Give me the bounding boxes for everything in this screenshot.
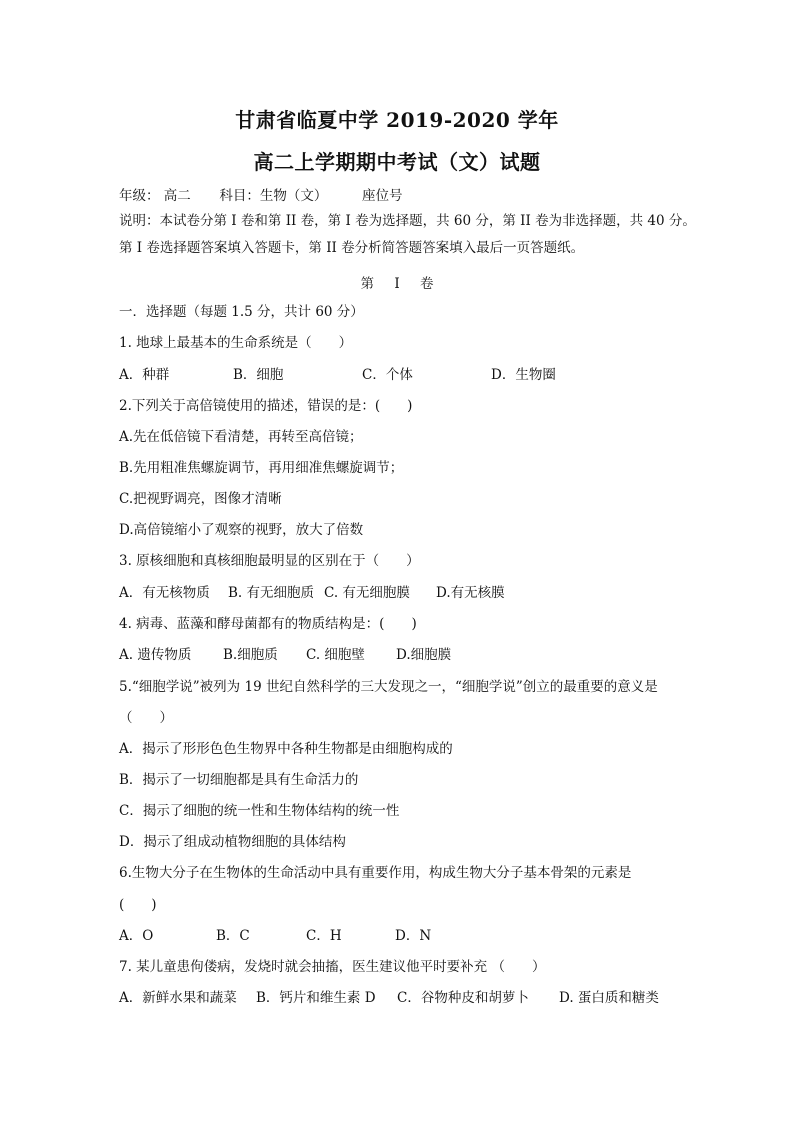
q5-option-d: D．揭示了组成动植物细胞的具体结构 [119,834,346,850]
exam-title-line1: 甘肃省临夏中学 2019-2020 学年 [235,108,559,132]
q3-option-a: A．有无核物质 [119,585,210,601]
q7-option-c: C．谷物种皮和胡萝卜 [397,990,529,1006]
q4-option-b: B.细胞质 [223,647,278,663]
volume-heading [0,272,794,292]
question-1-stem: 1. 地球上最基本的生命系统是（ ） [119,335,353,351]
instructions-line1: 说明：本试卷分第 I 卷和第 II 卷，第 I 卷为选择题，共 60 分，第 II 卷为非选择题，共 40 分。 [119,213,696,229]
question-4-stem: 4. 病毒、蓝藻和酵母菌都有的物质结构是：( ) [119,616,417,632]
q2-option-c: C.把视野调亮，图像才清晰 [119,491,282,507]
q5-option-a: A．揭示了形形色色生物界中各种生物都是由细胞构成的 [119,741,453,757]
q3-option-d: D.有无核膜 [436,585,505,601]
question-5-stem-tail: （ ） [119,710,173,726]
question-3-stem: 3. 原核细胞和真核细胞最明显的区别在于（ ） [119,553,420,569]
q6-option-c: C．H [306,928,342,944]
exam-title-line2: 高二上学期期中考试（文）试题 [253,150,541,174]
q5-option-b: B．揭示了一切细胞都是具有生命活力的 [119,772,359,788]
q3-option-b: B. 有无细胞质 [228,585,315,601]
q4-option-d: D.细胞膜 [396,647,452,663]
q1-option-c: C．个体 [362,367,413,383]
question-7-options [119,989,659,1007]
q3-option-c: C. 有无细胞膜 [324,585,410,601]
q7-option-b: B．钙片和维生素 D [256,990,376,1006]
question-3-options [119,584,505,602]
question-7-stem: 7. 某儿童患佝偻病，发烧时就会抽搐，医生建议他平时要补充 （ ） [119,959,546,975]
q1-option-d: D．生物圈 [491,367,556,383]
q5-option-c: C．揭示了细胞的统一性和生物体结构的统一性 [119,803,400,819]
q6-option-b: B．C [216,928,250,944]
q4-option-a: A. 遗传物质 [119,647,192,663]
q6-option-d: D．N [395,928,432,944]
q2-option-a: A.先在低倍镜下看清楚，再转至高倍镜； [119,429,363,445]
instructions-line2: 第 I 卷选择题答案填入答题卡，第 II 卷分析简答题答案填入最后一页答题纸。 [119,240,585,256]
q2-option-d: D.高倍镜缩小了观察的视野，放大了倍数 [119,522,364,538]
volume-char-2: I [394,276,400,292]
question-6-stem: 6.生物大分子在生物体的生命活动中具有重要作用，构成生物大分子基本骨架的元素是 [119,865,632,881]
volume-char-1: 第 [360,276,375,292]
q1-option-a: A．种群 [119,367,170,383]
seat-label: 座位号 [361,188,403,204]
volume-char-3: 卷 [419,276,434,292]
q6-option-a: A．O [119,928,154,944]
q7-option-a: A．新鲜水果和蔬菜 [119,990,237,1006]
subject-label: 科目：生物（文） [219,188,328,204]
question-6-options [119,927,431,945]
question-1-options [119,366,556,384]
question-4-options [119,646,451,664]
section-heading: 一．选择题（每题 1.5 分，共计 60 分） [119,304,364,320]
q4-option-c: C. 细胞壁 [306,647,365,663]
question-5-stem: 5.“细胞学说”被列为 19 世纪自然科学的三大发现之一，“细胞学说”创立的最重要的意义是 [119,679,658,695]
q2-option-b: B.先用粗准焦螺旋调节，再用细准焦螺旋调节； [119,460,404,476]
grade-label: 年级： 高二 [119,188,191,204]
question-6-stem-tail: ( ) [119,897,157,913]
q7-option-d: D. 蛋白质和糖类 [559,990,659,1006]
question-2-stem: 2.下列关于高倍镜使用的描述，错误的是：( ) [119,398,413,414]
q1-option-b: B．细胞 [233,367,284,383]
exam-meta [119,187,402,205]
